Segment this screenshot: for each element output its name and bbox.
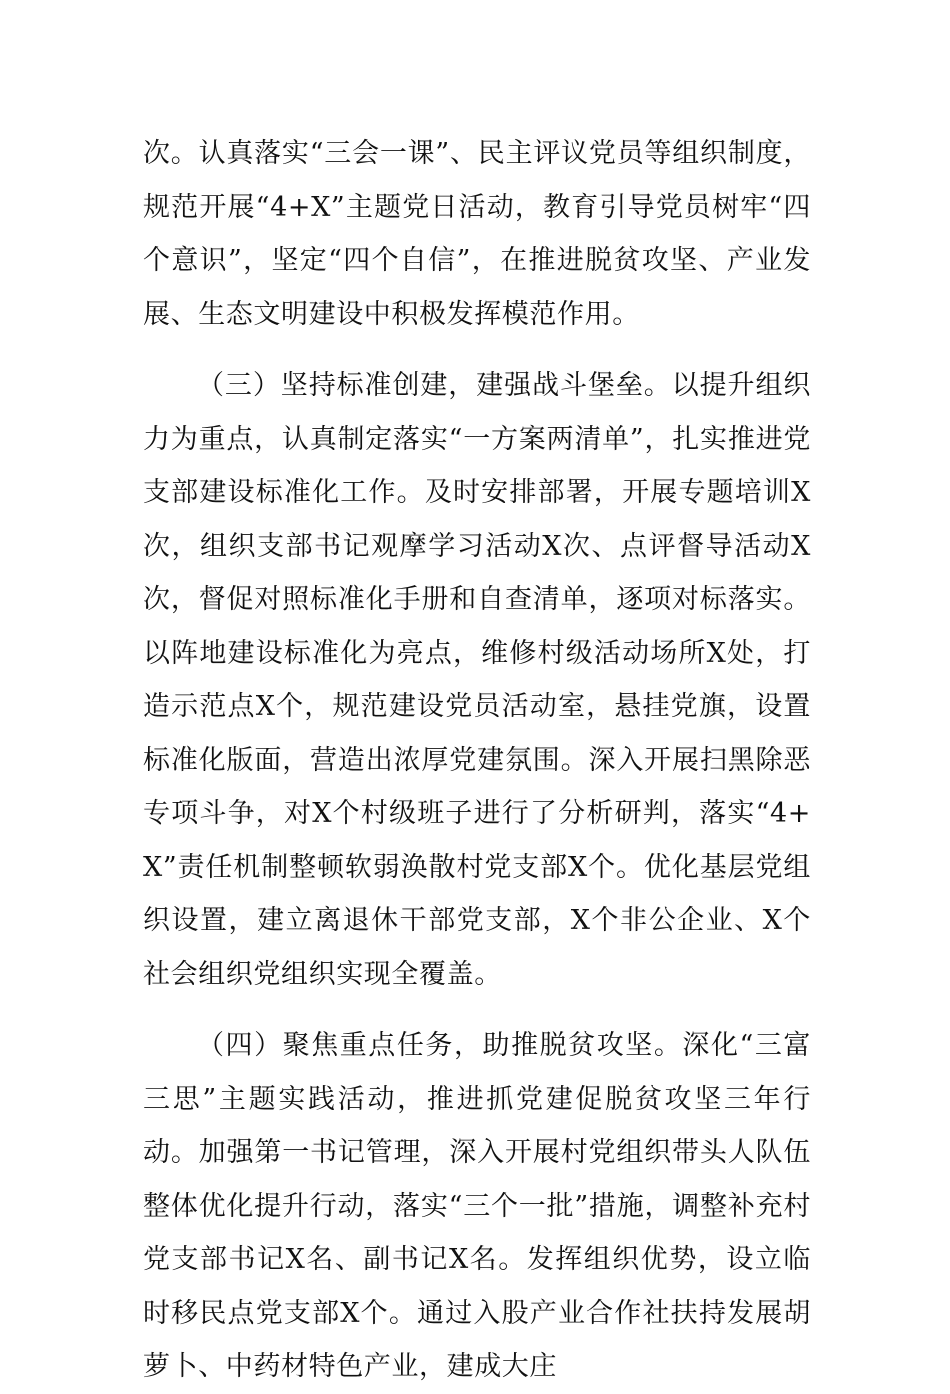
paragraph-continuation (143, 127, 811, 341)
paragraph-body-text: 以提升组织力为重点，认真制定落实“一方案两清单”，扎实推进党支部建设标准化工作。及时安排部署，开展专题培训X次，组织支部书记观摩学习活动X次、点评督导活动X次，督促对照标准化手册和自查清单，逐项对标落实。以阵地建设标准化为亮点，维修村级活动场所X处，打造示范点X个，规范建设党员活动室，悬挂党旗，设置标准化版面，营造出浓厚党建氛围。深入开展扫黑除恶专项斗争，对X个村级班子进行了分析研判，落实“4+X”责任机制整顿软弱涣散村党支部X个。优化基层党组织设置，建立离退休干部党支部，X个非公企业、X个社会组织党组织实现全覆盖。 (143, 370, 811, 990)
paragraph-section-three (143, 359, 811, 1001)
section-heading-four: （四）聚焦重点任务，助推脱贫攻坚。 (197, 1030, 683, 1061)
paragraph-body-text: 深化“三富三思”主题实践活动，推进抓党建促脱贫攻坚三年行动。加强第一书记管理，深入开展村党组织带头人队伍整体优化提升行动，落实“三个一批”措施，调整补充村党支部书记X名、副书记X名。发挥组织优势，设立临时移民点党支部X个。通过入股产业合作社扶持发展胡萝卜、中药材特色产业，建成大庄 (143, 1030, 812, 1382)
paragraph-body-text: 次。认真落实“三会一课”、民主评议党员等组织制度，规范开展“4+X”主题党日活动，教育引导党员树牢“四个意识”，坚定“四个自信”，在推进脱贫攻坚、产业发展、生态文明建设中积极发挥模范作用。 (143, 138, 811, 330)
paragraph-section-four (143, 1019, 811, 1394)
section-heading-three: （三）坚持标准创建，建强战斗堡垒。 (197, 370, 672, 401)
document-body (143, 127, 811, 1394)
